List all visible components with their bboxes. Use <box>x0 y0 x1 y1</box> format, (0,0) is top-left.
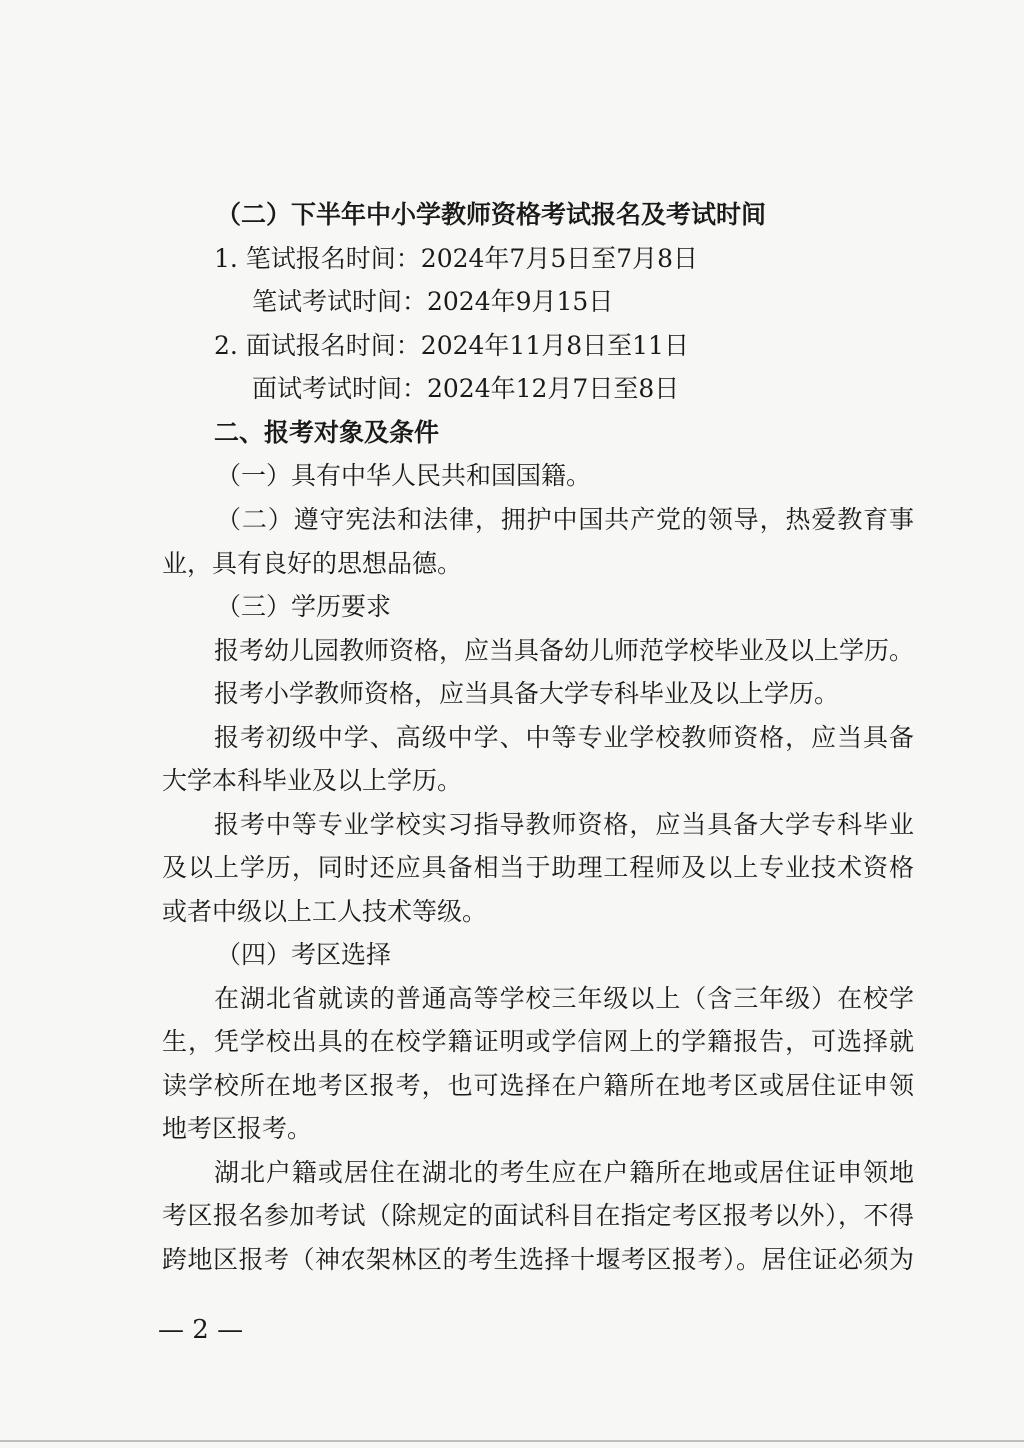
written-exam-date: 笔试考试时间：2024年9月15日 <box>252 287 614 316</box>
exam-area-paragraph2-line2: 考区报名参加考试（除规定的面试科目在指定考区报考以外），不得 <box>162 1201 914 1230</box>
condition-education-heading: （三）学历要求 <box>216 592 392 621</box>
part-heading-eligibility: 二、报考对象及条件 <box>214 418 440 447</box>
exam-area-paragraph2-line1: 湖北户籍或居住在湖北的考生应在户籍所在地或居住证申领地 <box>214 1158 914 1187</box>
condition-nationality: （一）具有中华人民共和国国籍。 <box>216 461 592 490</box>
exam-area-paragraph2-line3: 跨地区报考（神农架林区的考生选择十堰考区报考）。居住证必须为 <box>162 1245 914 1274</box>
condition-law-line1: （二）遵守宪法和法律，拥护中国共产党的领导，热爱教育事 <box>216 505 914 534</box>
exam-area-paragraph1-line4: 地考区报考。 <box>162 1114 313 1143</box>
exam-area-paragraph1-line1: 在湖北省就读的普通高等学校三年级以上（含三年级）在校学 <box>214 984 914 1013</box>
scan-edge-line <box>0 1440 1024 1442</box>
education-vocational-line1: 报考中等专业学校实习指导教师资格，应当具备大学专科毕业 <box>214 810 914 839</box>
exam-area-paragraph1-line2: 生，凭学校出具的在校学籍证明或学信网上的学籍报告，可选择就 <box>162 1027 914 1056</box>
education-secondary-line1: 报考初级中学、高级中学、中等专业学校教师资格，应当具备 <box>214 723 914 752</box>
exam-area-paragraph1-line3: 读学校所在地考区报考，也可选择在户籍所在地考区或居住证申领 <box>162 1071 914 1100</box>
page-number: — 2 — <box>158 1315 244 1345</box>
condition-exam-area-heading: （四）考区选择 <box>216 940 392 969</box>
education-vocational-line3: 或者中级以上工人技术等级。 <box>162 897 488 926</box>
section-heading-exam-schedule: （二）下半年中小学教师资格考试报名及考试时间 <box>216 200 767 229</box>
interview-registration-time: 2. 面试报名时间：2024年11月8日至11日 <box>214 331 689 360</box>
interview-exam-date: 面试考试时间：2024年12月7日至8日 <box>252 374 680 403</box>
education-vocational-line2: 及以上学历，同时还应具备相当于助理工程师及以上专业技术资格 <box>162 853 914 882</box>
education-kindergarten: 报考幼儿园教师资格，应当具备幼儿师范学校毕业及以上学历。 <box>214 636 915 665</box>
education-secondary-line2: 大学本科毕业及以上学历。 <box>162 766 463 795</box>
written-exam-registration-time: 1. 笔试报名时间：2024年7月5日至7月8日 <box>214 244 699 273</box>
condition-law-line2: 业，具有良好的思想品德。 <box>162 549 463 578</box>
education-primary: 报考小学教师资格，应当具备大学专科毕业及以上学历。 <box>214 679 840 708</box>
